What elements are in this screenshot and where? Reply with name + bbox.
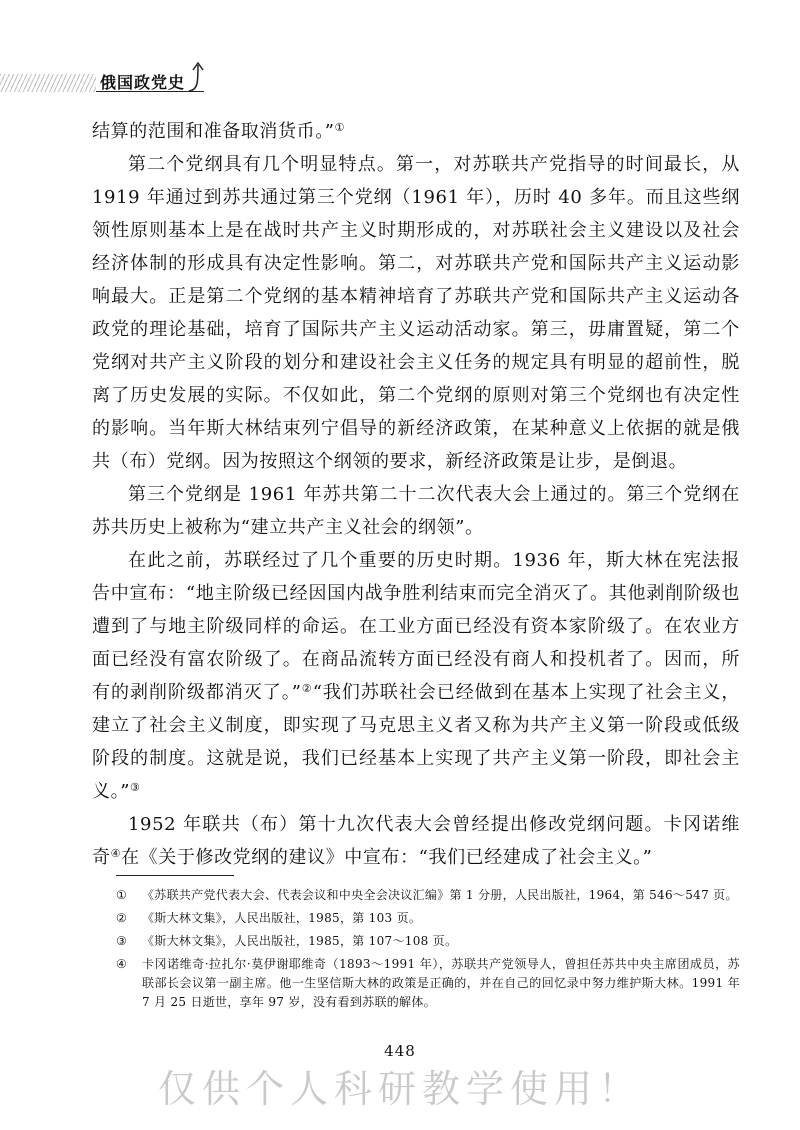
footnote-mark: ② <box>116 911 128 925</box>
paragraph: 结算的范围和准备取消货币。”① <box>92 121 346 142</box>
footnote-ref: ③ <box>130 781 141 794</box>
running-header <box>0 60 800 100</box>
header-hatch-decoration <box>0 74 96 92</box>
running-header-title: 俄国政党史 <box>100 73 186 92</box>
paragraph: 第三个党纲是 1961 年苏共第二十二次代表大会上通过的。第三个党纲在苏共历史上被称为“建立共产主义社会的纲领”。 <box>92 484 740 538</box>
main-body-text <box>92 115 740 874</box>
footnote-mark: ① <box>116 888 128 902</box>
footnote-text: 《斯大林文集》，人民出版社，1985，第 103 页。 <box>142 911 422 925</box>
paragraph: 在此之前，苏联经过了几个重要的历史时期。1936 年，斯大林在宪法报告中宣布：“地主阶级已经因国内战争胜利结束而完全消灭了。其他剥削阶级也遭到了与地主阶级同样的命运。在工业方面已经没有资本家阶级了。在农业方面已经没有富农阶级了。在商品流转方面已经没有商人和投机者了。因而，所有的剥削阶级都消灭了。”②“我们苏联社会已经做到在基本上实现了社会主义，建立了社会主义制度，即实现了马克思主义者又称为共产主义第一阶段或低级阶段的制度。这就是说，我们已经基本上实现了共产主义第一阶段，即社会主义。”③ <box>92 550 740 802</box>
page-number: 448 <box>384 1042 416 1060</box>
paragraph: 1952 年联共（布）第十九次代表大会曾经提出修改党纲问题。卡冈诺维奇④在《关于修改党纲的建议》中宣布：“我们已经建成了社会主义。” <box>92 814 740 868</box>
footnote-ref: ② <box>301 682 313 695</box>
footnote-item <box>116 955 740 1012</box>
footnote-mark: ③ <box>116 934 128 948</box>
paragraph: 第二个党纲具有几个明显特点。第一，对苏联共产党指导的时间最长，从1919 年通过到苏共通过第三个党纲（1961 年），历时 40 多年。而且这些纲领性原则基本上是在战时共产主义时期形成的，对苏联社会主义建设以及社会经济体制的形成具有决定性影响。第二，对苏联共产党和国际共产主义运动影响最大。正是第二个党纲的基本精神培育了苏联共产党和国际共产主义运动各政党的理论基础，培育了国际共产主义运动活动家。第三，毋庸置疑，第二个党纲对共产主义阶段的划分和建设社会主义任务的规定具有明显的超前性，脱离了历史发展的实际。不仅如此，第二个党纲的原则对第三个党纲也有决定性的影响。当年斯大林结束列宁倡导的新经济政策，在某种意义上依据的就是俄共（布）党纲。因为按照这个纲领的要求，新经济政策是让步，是倒退。 <box>92 154 740 472</box>
footnote-item <box>116 932 740 951</box>
watermark: 仅供个人科研教学使用！ <box>157 1067 642 1111</box>
footnote-text: 卡冈诺维奇·拉扎尔·莫伊谢耶维奇（1893～1991 年），苏联共产党领导人，曾担任苏共中央主席团成员，苏联部长会议第一副主席。他一生坚信斯大林的政策是正确的，并在自己的回忆录中努力维护斯大林。1991 年 7 月 25 日逝世，享年 97 岁，没有看到苏联的解体。 <box>142 957 740 1009</box>
footnote-ref: ① <box>334 121 346 134</box>
footnote-item <box>116 886 740 905</box>
curved-up-arrow-icon <box>186 60 208 94</box>
footnote-mark: ④ <box>116 957 128 971</box>
footnote-text: 《苏联共产党代表大会、代表会议和中央全会决议汇编》第 1 分册，人民出版社，1964，第 546～547 页。 <box>142 888 738 902</box>
footnote-ref: ④ <box>110 847 122 860</box>
footnote-item <box>116 909 740 928</box>
footnotes <box>116 886 740 1016</box>
footnote-separator <box>116 875 234 876</box>
footnote-text: 《斯大林文集》，人民出版社，1985，第 107～108 页。 <box>142 934 458 948</box>
